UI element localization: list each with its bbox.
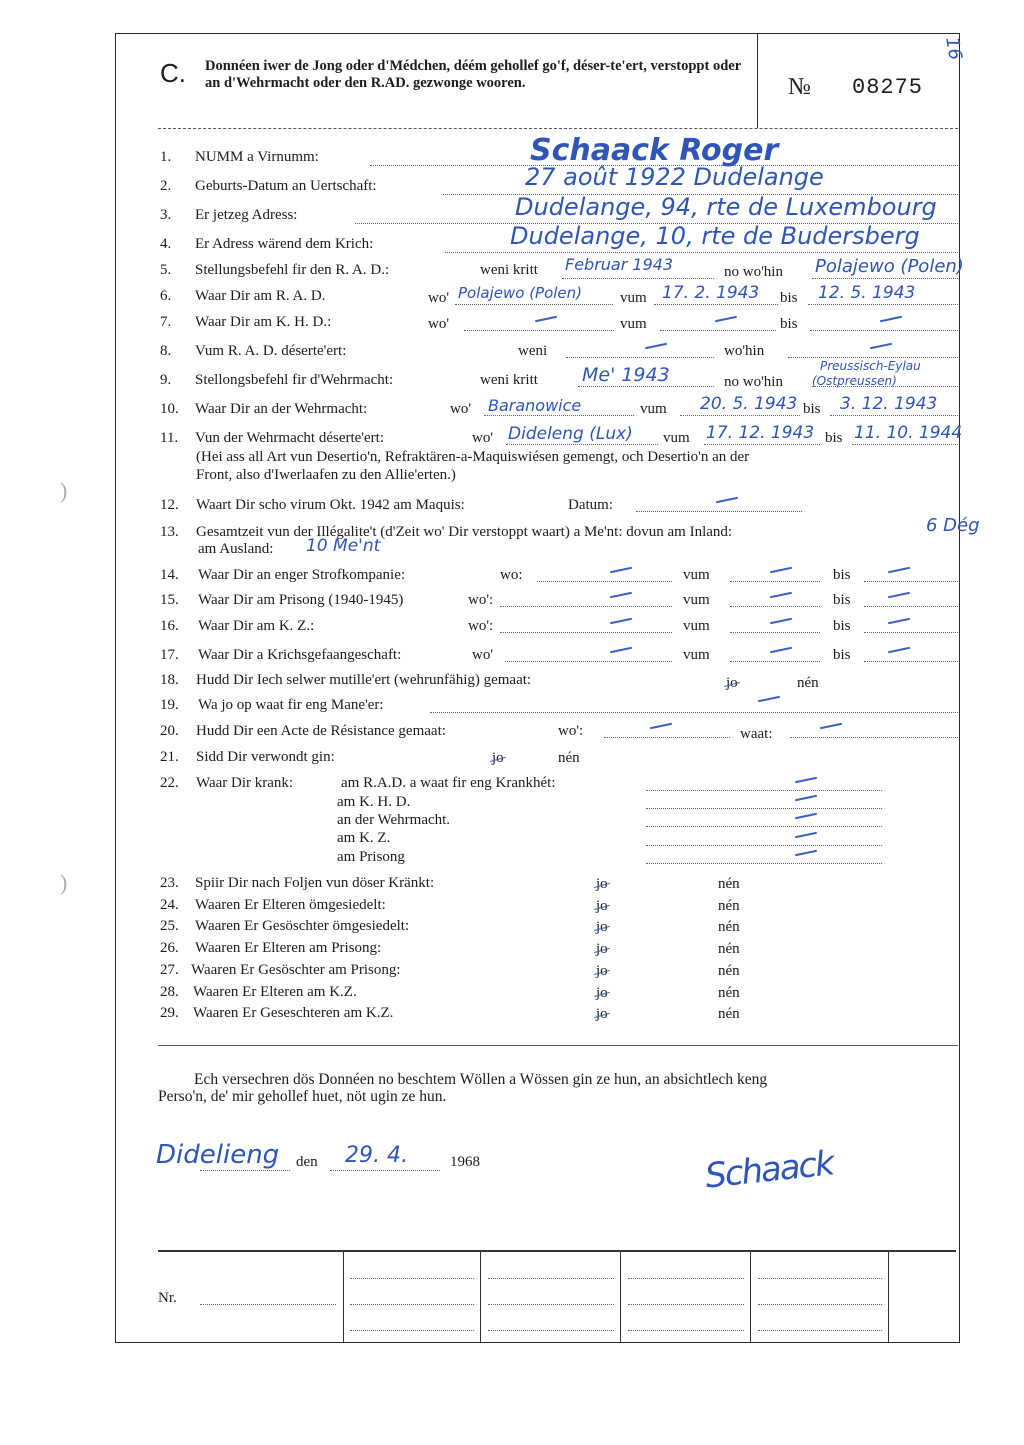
row-number: 6. (160, 288, 172, 304)
row-label: Geburts-Datum an Uertschaft: (195, 178, 377, 194)
option-yes-text: jo (596, 898, 608, 914)
declaration-line-1: Ech versechren dös Donnéen no beschtem Wöllen a Wössen gin ze hun, an absichtlech keng (194, 1071, 768, 1088)
rad-when-line[interactable] (562, 278, 714, 279)
option-no[interactable]: nén (718, 1006, 740, 1022)
row-label-until: bis (803, 401, 821, 417)
row-label: Waar Dir am K. Z.: (198, 618, 315, 634)
option-yes-text: jo (596, 941, 608, 957)
khd-from-line[interactable] (660, 330, 776, 331)
row-number: 12. (160, 497, 179, 513)
field-line[interactable] (730, 632, 820, 633)
option-yes-text: jo (596, 1006, 608, 1022)
row-label-from: vum (620, 316, 647, 332)
field-line[interactable] (646, 863, 882, 864)
option-yes[interactable] (596, 898, 608, 915)
birth-value: 27 août 1922 Dudelange (525, 163, 824, 191)
row-label-from: vum (620, 290, 647, 306)
option-yes-text: jo (596, 985, 608, 1001)
option-no[interactable]: nén (718, 919, 740, 935)
row-number: 29. (160, 1005, 179, 1021)
row-number: 22. (160, 775, 179, 791)
row-label: Spiir Dir nach Foljen vun döser Kränkt: (195, 875, 435, 891)
row-label-where: wo': (558, 723, 584, 739)
row-label-where: wo' (450, 401, 472, 417)
footer-line[interactable] (628, 1304, 744, 1305)
signature: Schaack (703, 1143, 835, 1197)
row-label: Vun der Wehrmacht déserte'ert: (195, 430, 384, 446)
row-label: Waaren Er Geseschteren am K.Z. (193, 1005, 394, 1021)
desert-when-line[interactable] (566, 357, 714, 358)
row-label-date: Datum: (568, 497, 613, 513)
rad-where-line[interactable] (455, 304, 613, 305)
field-line[interactable] (500, 632, 672, 633)
desert-from-line[interactable] (704, 444, 820, 445)
abroad-value: 10 Me'nt (306, 536, 381, 556)
date-line[interactable] (330, 1170, 440, 1171)
desert-from-value: 17. 12. 1943 (706, 423, 815, 443)
footer-rule (158, 1250, 956, 1252)
option-yes[interactable] (596, 963, 608, 980)
nr-line[interactable] (200, 1304, 336, 1305)
rad-where-value: Polajewo (Polen) (458, 284, 583, 302)
field-line[interactable] (646, 845, 882, 846)
footer-line[interactable] (628, 1330, 744, 1331)
row-label-from: vum (683, 647, 710, 663)
row-label-from: vum (683, 592, 710, 608)
row-label-abroad: am Ausland: (198, 541, 274, 557)
row-number: 10. (160, 401, 179, 417)
wm-when-value: Me' 1943 (582, 364, 670, 386)
footer-line[interactable] (488, 1330, 614, 1331)
row-number: 23. (160, 875, 179, 891)
row-number: 5. (160, 262, 172, 278)
row-label: Waaren Er Gesöschter ömgesiedelt: (195, 918, 410, 934)
wm-where-value-2: (Ostpreussen) (812, 374, 897, 388)
row-number: 7. (160, 314, 172, 330)
field-line[interactable] (864, 632, 958, 633)
row-label-until: bis (833, 567, 851, 583)
field-line[interactable] (790, 737, 958, 738)
field-line[interactable] (864, 661, 958, 662)
row-number: 2. (160, 178, 172, 194)
row-label: Waaren Er Elteren ömgesiedelt: (195, 897, 386, 913)
row-number: 21. (160, 749, 179, 765)
wm-place-value: Baranowice (488, 396, 582, 415)
footer-col-divider (750, 1252, 751, 1342)
field-line[interactable] (730, 661, 820, 662)
rad-where-value: Polajewo (Polen) (815, 256, 964, 277)
sub-label: am R.A.D. a waat fir eng Krankhét: (341, 775, 556, 791)
year-label: 1968 (450, 1154, 480, 1170)
sub-label: an der Wehrmacht. (337, 812, 451, 828)
sub-label: am K. Z. (337, 830, 391, 846)
footer-line[interactable] (758, 1304, 882, 1305)
footer-line[interactable] (350, 1278, 474, 1279)
nr-label: Nr. (158, 1290, 177, 1306)
row-label: Wa jo op waat fir eng Mane'er: (198, 697, 384, 713)
number-value: 08275 (852, 75, 924, 100)
option-yes[interactable] (726, 675, 738, 692)
wm-until-line[interactable] (830, 415, 958, 416)
footer-line[interactable] (758, 1330, 882, 1331)
row-label-where: wo': (468, 618, 494, 634)
row-label: Waaren Er Elteren am K.Z. (193, 984, 357, 1000)
section-letter: C. (160, 58, 186, 88)
row-label-until: bis (833, 592, 851, 608)
desert-until-line[interactable] (852, 444, 958, 445)
khd-until-line[interactable] (810, 330, 958, 331)
row-number: 25. (160, 918, 179, 934)
row-label: Er jetzeg Adress: (195, 207, 298, 223)
row-label-when: weni kritt (480, 372, 538, 388)
field-line[interactable] (864, 606, 958, 607)
row-label: Waar Dir am K. H. D.: (195, 314, 332, 330)
row-label-from: vum (640, 401, 667, 417)
option-no[interactable]: nén (718, 963, 740, 979)
row-label: Waar Dir a Krichsgefaangeschaft: (198, 647, 402, 663)
place-value: Didelieng (156, 1140, 280, 1170)
row-label-where: wo' (428, 290, 450, 306)
option-yes[interactable] (492, 750, 504, 767)
row-label: Waar Dir an enger Strofkompanie: (198, 567, 406, 583)
row-label-until: bis (833, 647, 851, 663)
field-line[interactable] (864, 581, 958, 582)
wm-where-line[interactable] (484, 415, 634, 416)
option-no[interactable]: nén (718, 898, 740, 914)
footer-col-divider (343, 1252, 344, 1342)
number-symbol: № (788, 74, 811, 100)
row-number: 3. (160, 207, 172, 223)
footer-line[interactable] (350, 1330, 474, 1331)
wm-where-value: Preussisch-Eylau (820, 359, 921, 373)
name-value: Schaack Roger (530, 133, 779, 168)
row-number: 19. (160, 697, 179, 713)
sub-label: am Prisong (337, 849, 405, 865)
row-number: 18. (160, 672, 179, 688)
wm-until-value: 3. 12. 1943 (840, 394, 938, 414)
option-yes-text: jo (596, 963, 608, 979)
footer-col-divider (888, 1252, 889, 1342)
footer-line[interactable] (758, 1278, 882, 1279)
row-label-where: no wo'hin (724, 374, 783, 390)
declaration-rule (158, 1045, 958, 1046)
wm-when-line[interactable] (578, 386, 714, 387)
row-label: Hudd Dir Iech selwer mutille'ert (wehrunfähig) gemaat: (196, 672, 532, 688)
khd-where-line[interactable] (464, 330, 614, 331)
desert-until-value: 11. 10. 1944 (854, 423, 963, 443)
footer-line[interactable] (488, 1304, 614, 1305)
maquis-date-line[interactable] (636, 511, 802, 512)
row-label-where: wo': (468, 592, 494, 608)
inland-value: 6 Dég (926, 515, 980, 536)
row-number: 27. (160, 962, 179, 978)
binder-mark: ) (60, 870, 68, 895)
option-yes-text: jo (492, 750, 504, 766)
field-line[interactable] (646, 808, 882, 809)
row-label-when: weni (518, 343, 548, 359)
field-line[interactable] (505, 661, 672, 662)
option-yes[interactable] (596, 1006, 608, 1023)
den-label: den (296, 1154, 318, 1170)
form-title: Donnéen iwer de Jong oder d'Médchen, déém gehollef go'f, déser-te'ert, verstoppt oder an d'Wehrmacht oder den R.AD. gezwonge wooren. (205, 58, 741, 91)
field-line[interactable] (730, 606, 820, 607)
desert-place-value: Dideleng (Lux) (508, 424, 633, 444)
declaration-line-2: Perso'n, de' mir gehollef huet, nöt ugin ze hun. (158, 1088, 447, 1105)
footer-col-divider (620, 1252, 621, 1342)
field-line[interactable] (646, 826, 882, 827)
field-line[interactable] (537, 581, 672, 582)
row-number: 1. (160, 149, 172, 165)
row-label-where: wo'hin (724, 343, 765, 359)
row-label-where: wo' (472, 647, 494, 663)
header-divider (757, 33, 758, 128)
date-value: 29. 4. (345, 1143, 408, 1168)
row-number: 15. (160, 592, 179, 608)
row-note: Front, also d'Iwerlaafen zu den Allie'erten.) (196, 467, 456, 483)
rad-until-value: 12. 5. 1943 (818, 283, 916, 303)
row-number: 20. (160, 723, 179, 739)
option-yes-text: jo (596, 876, 608, 892)
option-no[interactable]: nén (558, 750, 580, 766)
row-number: 8. (160, 343, 172, 359)
desert-where-line[interactable] (506, 444, 658, 445)
option-yes[interactable] (596, 985, 608, 1002)
row-number: 28. (160, 984, 179, 1000)
sub-label: am K. H. D. (337, 794, 411, 810)
row-number: 26. (160, 940, 179, 956)
address-value: Dudelange, 94, rte de Luxembourg (515, 193, 937, 221)
row-label-where: wo: (500, 567, 523, 583)
row-label-where: no wo'hin (724, 264, 783, 280)
footer-line[interactable] (628, 1278, 744, 1279)
footer-col-divider (480, 1252, 481, 1342)
option-no[interactable]: nén (718, 941, 740, 957)
option-yes[interactable] (596, 941, 608, 958)
row-label: Sidd Dir verwondt gin: (196, 749, 335, 765)
row-label: Gesamtzeit vun der Illégalite't (d'Zeit wo' Dir verstoppt waart) a Me'nt: dovun am Inland: (196, 524, 733, 540)
row-number: 13. (160, 524, 179, 540)
row-label-until: bis (780, 316, 798, 332)
row-label: Waar Dir an der Wehrmacht: (195, 401, 368, 417)
footer-line[interactable] (488, 1278, 614, 1279)
option-no[interactable]: nén (718, 876, 740, 892)
option-no[interactable]: nén (797, 675, 819, 691)
row-label: Stellongsbefehl fir d'Wehrmacht: (195, 372, 394, 388)
row-label-where: wo' (428, 316, 450, 332)
row-note: (Hei ass all Art vun Desertio'n, Refraktären-a-Maquiswiésen gemengt, och Desertio'n an der (196, 449, 750, 465)
rad-where-line[interactable] (812, 278, 958, 279)
row-label: Er Adress wärend dem Krich: (195, 236, 374, 252)
row-number: 24. (160, 897, 179, 913)
row-label: Waar Dir am R. A. D. (195, 288, 326, 304)
row-label-what: waat: (740, 726, 773, 742)
row-label-where: wo' (472, 430, 494, 446)
rad-until-line[interactable] (808, 304, 958, 305)
row-label-from: vum (683, 567, 710, 583)
field-line[interactable] (500, 606, 672, 607)
row-label: Stellungsbefehl fir den R. A. D.: (195, 262, 390, 278)
rad-from-value: 17. 2. 1943 (662, 283, 760, 303)
header-rule (158, 128, 958, 129)
row-number: 17. (160, 647, 179, 663)
row-label: Hudd Dir een Acte de Résistance gemaat: (196, 723, 446, 739)
wm-from-line[interactable] (680, 415, 800, 416)
option-yes-text: jo (726, 675, 738, 691)
footer-line[interactable] (350, 1304, 474, 1305)
row-label: Waaren Er Gesöschter am Prisong: (191, 962, 401, 978)
row-label-from: vum (663, 430, 690, 446)
row-label-until: bis (833, 618, 851, 634)
row-number: 16. (160, 618, 179, 634)
row-number: 11. (160, 430, 179, 446)
war-address-field-line[interactable] (445, 252, 958, 253)
row-label-until: bis (825, 430, 843, 446)
field-line[interactable] (430, 712, 958, 713)
desert-where-line[interactable] (788, 357, 958, 358)
option-yes[interactable] (596, 919, 608, 936)
option-yes[interactable] (596, 876, 608, 893)
field-line[interactable] (730, 581, 820, 582)
row-label-until: bis (780, 290, 798, 306)
row-label: Waar Dir am Prisong (1940-1945) (198, 592, 404, 608)
rad-from-line[interactable] (654, 304, 778, 305)
row-label: Waart Dir scho virum Okt. 1942 am Maquis: (196, 497, 465, 513)
corner-mark: 16 (941, 35, 966, 62)
option-yes-text: jo (596, 919, 608, 935)
field-line[interactable] (604, 737, 730, 738)
row-label: Waaren Er Elteren am Prisong: (195, 940, 382, 956)
rad-when-value: Februar 1943 (565, 255, 674, 274)
row-number: 14. (160, 567, 179, 583)
wm-from-value: 20. 5. 1943 (700, 394, 798, 414)
row-label: Waar Dir krank: (196, 775, 294, 791)
place-line[interactable] (200, 1170, 290, 1171)
binder-mark: ) (60, 478, 68, 503)
war-address-value: Dudelange, 10, rte de Budersberg (510, 222, 920, 250)
field-line[interactable] (646, 790, 882, 791)
option-no[interactable]: nén (718, 985, 740, 1001)
row-label-from: vum (683, 618, 710, 634)
row-number: 4. (160, 236, 172, 252)
row-label: NUMM a Virnumm: (195, 149, 319, 165)
row-number: 9. (160, 372, 172, 388)
row-label-when: weni kritt (480, 262, 538, 278)
row-label: Vum R. A. D. déserte'ert: (195, 343, 347, 359)
